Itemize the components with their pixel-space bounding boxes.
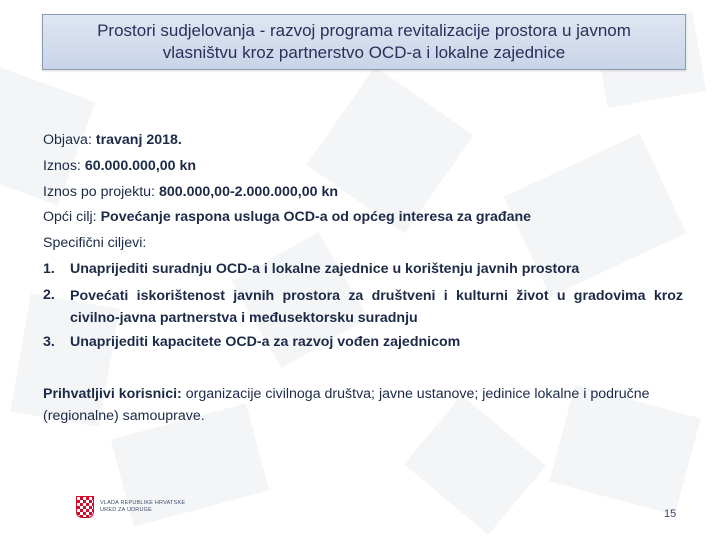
title-box	[42, 14, 686, 70]
objective-item	[43, 283, 683, 330]
logo-line-2: URED ZA UDRUGE	[100, 507, 152, 513]
logo-text	[100, 500, 185, 514]
eligible-section	[43, 383, 683, 427]
details-section	[43, 128, 683, 356]
specificni-row	[43, 231, 683, 257]
iznos-projekt-row	[43, 180, 683, 206]
iznos-projekt-label: Iznos po projektu:	[43, 183, 155, 200]
government-logo	[76, 496, 185, 518]
objective-number: 3.	[43, 333, 55, 350]
objava-label: Objava:	[43, 132, 92, 148]
objectives-list	[43, 257, 683, 356]
objective-item	[43, 330, 683, 356]
specificni-label: Specifični ciljevi:	[43, 235, 147, 252]
page-title: Prostori sudjelovanja - razvoj programa revitalizacije prostora u javnom vlasništvu kroz partnerstvo OCD-a i lokalne zajednice	[97, 21, 631, 62]
cilj-value: Povećanje raspona usluga OCD-a od općeg interesa za građane	[100, 209, 532, 226]
objava-value: travanj 2018.	[95, 132, 182, 148]
logo-line-1: VLADA REPUBLIKE HRVATSKE	[100, 500, 186, 506]
page-number: 15	[664, 508, 677, 520]
objava-row	[43, 128, 683, 154]
iznos-projekt-value: 800.000,00-2.000.000,00 kn	[158, 183, 339, 200]
objective-number: 2.	[43, 286, 55, 303]
iznos-value: 60.000.000,00 kn	[84, 157, 197, 174]
objective-item	[43, 257, 683, 283]
cilj-label: Opći cilj:	[43, 209, 97, 226]
iznos-label: Iznos:	[43, 157, 81, 174]
cilj-row	[43, 205, 683, 231]
coat-of-arms-icon	[76, 496, 94, 518]
objective-number: 1.	[43, 260, 55, 277]
eligible-label: Prihvatljivi korisnici:	[43, 386, 182, 402]
eligible-text: organizacije civilnoga društva; javne ustanove; jedinice lokalne i područne (regionalne) samouprave.	[43, 386, 650, 424]
objective-text: Unaprijediti kapacitete OCD-a za razvoj vođen zajednicom	[70, 333, 461, 350]
iznos-row	[43, 154, 683, 180]
objective-text: Povećati iskorištenost javnih prostora za društveni i kulturni život u gradovima kroz civilno-javna partnerstva i međusektorsku suradnju	[70, 287, 683, 326]
objective-text: Unaprijediti suradnju OCD-a i lokalne zajednice u korištenju javnih prostora	[70, 260, 580, 277]
